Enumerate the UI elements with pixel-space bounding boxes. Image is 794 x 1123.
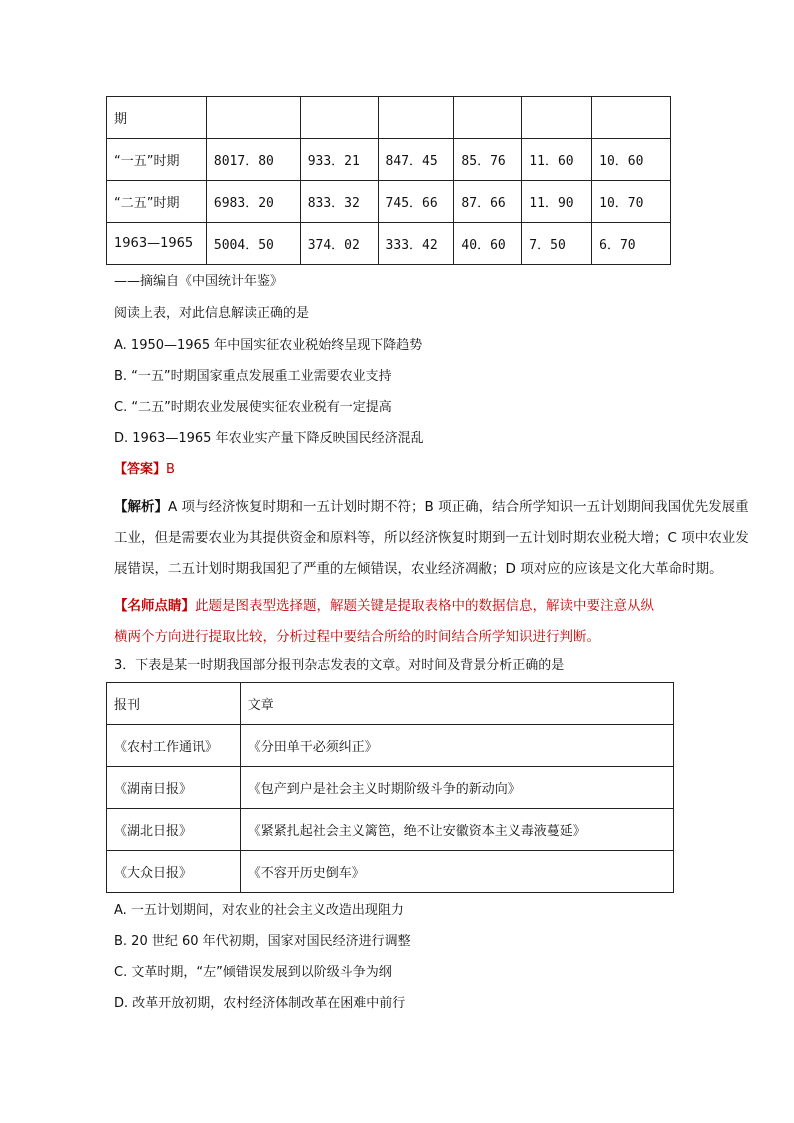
- table-source: ——摘编自《中国统计年鉴》: [114, 274, 284, 289]
- tip-line-2: 横两个方向进行提取比较，分析过程中要结合所给的时间结合所学知识进行判断。: [114, 629, 600, 645]
- question-stem: 阅读上表，对此信息解读正确的是: [114, 306, 310, 321]
- table-cell: 《不容开历史倒车》: [240, 851, 673, 893]
- table-cell: 11．90: [522, 181, 592, 223]
- q3-option-a: A. 一五计划期间，对农业的社会主义改造出现阻力: [114, 903, 404, 918]
- table-cell: [522, 97, 592, 139]
- analysis-tag: 【解析】: [114, 499, 168, 515]
- table-cell: 《分田单干必须纠正》: [240, 725, 673, 767]
- table-cell: 8017．80: [206, 139, 300, 181]
- table-row: [107, 809, 674, 851]
- table-cell: 11．60: [522, 139, 592, 181]
- table-cell: 933．21: [300, 139, 378, 181]
- tip-line-1: 此题是图表型选择题，解题关键是提取表格中的数据信息，解读中要注意从纵: [195, 598, 654, 614]
- answer-tag: 【答案】: [114, 462, 167, 477]
- table-cell: 10．70: [592, 181, 671, 223]
- q3-option-b: B. 20 世纪 60 年代初期，国家对国民经济进行调整: [114, 934, 411, 949]
- table-cell: 85．76: [454, 139, 522, 181]
- table-cell: [592, 97, 671, 139]
- table-cell: 6983．20: [206, 181, 300, 223]
- q3-option-d: D. 改革开放初期，农村经济体制改革在困难中前行: [114, 996, 406, 1011]
- option-c: C. “二五”时期农业发展使实征农业税有一定提高: [114, 400, 392, 415]
- analysis-line-3: 展错误，二五计划时期我国犯了严重的左倾错误，农业经济凋敝；D 项对应的应该是文化大革命时期。: [114, 561, 723, 577]
- teacher-tip-block: [114, 591, 784, 653]
- table-cell: 7．50: [522, 223, 592, 265]
- answer-value: B: [166, 462, 175, 477]
- option-b: B. “一五”时期国家重点发展重工业需要农业支持: [114, 369, 392, 384]
- newspaper-table: [106, 682, 674, 893]
- table-cell: [454, 97, 522, 139]
- table-cell: 40．60: [454, 223, 522, 265]
- table-row: [107, 97, 671, 139]
- table-cell: 《湖南日报》: [107, 767, 241, 809]
- table-cell: 《农村工作通讯》: [107, 725, 241, 767]
- header-cell: 报刊: [107, 683, 241, 725]
- table-row: [107, 139, 671, 181]
- table-cell: 《湖北日报》: [107, 809, 241, 851]
- table-cell: 《包产到户是社会主义时期阶级斗争的新动向》: [240, 767, 673, 809]
- analysis-line-1: A 项与经济恢复时期和一五计划时期不符；B 项正确，结合所学知识一五计划期间我国优先发展重: [168, 499, 749, 515]
- table-row: [107, 851, 674, 893]
- table-cell: 847．45: [378, 139, 454, 181]
- table-cell: 10．60: [592, 139, 671, 181]
- table-cell: [300, 97, 378, 139]
- table-cell: 5004．50: [206, 223, 300, 265]
- table-cell: 6．70: [592, 223, 671, 265]
- table-cell: 1963—1965: [107, 223, 207, 265]
- table-cell: “一五”时期: [107, 139, 207, 181]
- question-3-stem: 3．下表是某一时期我国部分报刊杂志发表的文章。对时间及背景分析正确的是: [114, 658, 565, 673]
- analysis-block: [114, 492, 784, 585]
- table-cell: 期: [107, 97, 207, 139]
- table-header-row: [107, 683, 674, 725]
- table-cell: [378, 97, 454, 139]
- table-cell: 《大众日报》: [107, 851, 241, 893]
- option-a: A. 1950—1965 年中国实征农业税始终呈现下降趋势: [114, 338, 423, 353]
- header-cell: 文章: [240, 683, 673, 725]
- analysis-line-2: 工业，但是需要农业为其提供资金和原料等，所以经济恢复时期到一五计划时期农业税大增；C 项中农业发: [114, 530, 749, 546]
- table-row: [107, 181, 671, 223]
- table-cell: [206, 97, 300, 139]
- table-cell: 833．32: [300, 181, 378, 223]
- table-cell: 745．66: [378, 181, 454, 223]
- table-cell: 《紧紧扎起社会主义篱笆，绝不让安徽资本主义毒液蔓延》: [240, 809, 673, 851]
- table-cell: “二五”时期: [107, 181, 207, 223]
- table-cell: 87．66: [454, 181, 522, 223]
- table-row: [107, 223, 671, 265]
- table-row: [107, 767, 674, 809]
- statistics-table: [106, 96, 671, 265]
- option-d: D. 1963—1965 年农业实产量下降反映国民经济混乱: [114, 431, 424, 446]
- table-cell: 333．42: [378, 223, 454, 265]
- q3-option-c: C. 文革时期，“左”倾错误发展到以阶级斗争为纲: [114, 965, 392, 980]
- tip-tag: 【名师点睛】: [114, 598, 195, 614]
- table-row: [107, 725, 674, 767]
- answer-line: [114, 462, 175, 478]
- table-cell: 374．02: [300, 223, 378, 265]
